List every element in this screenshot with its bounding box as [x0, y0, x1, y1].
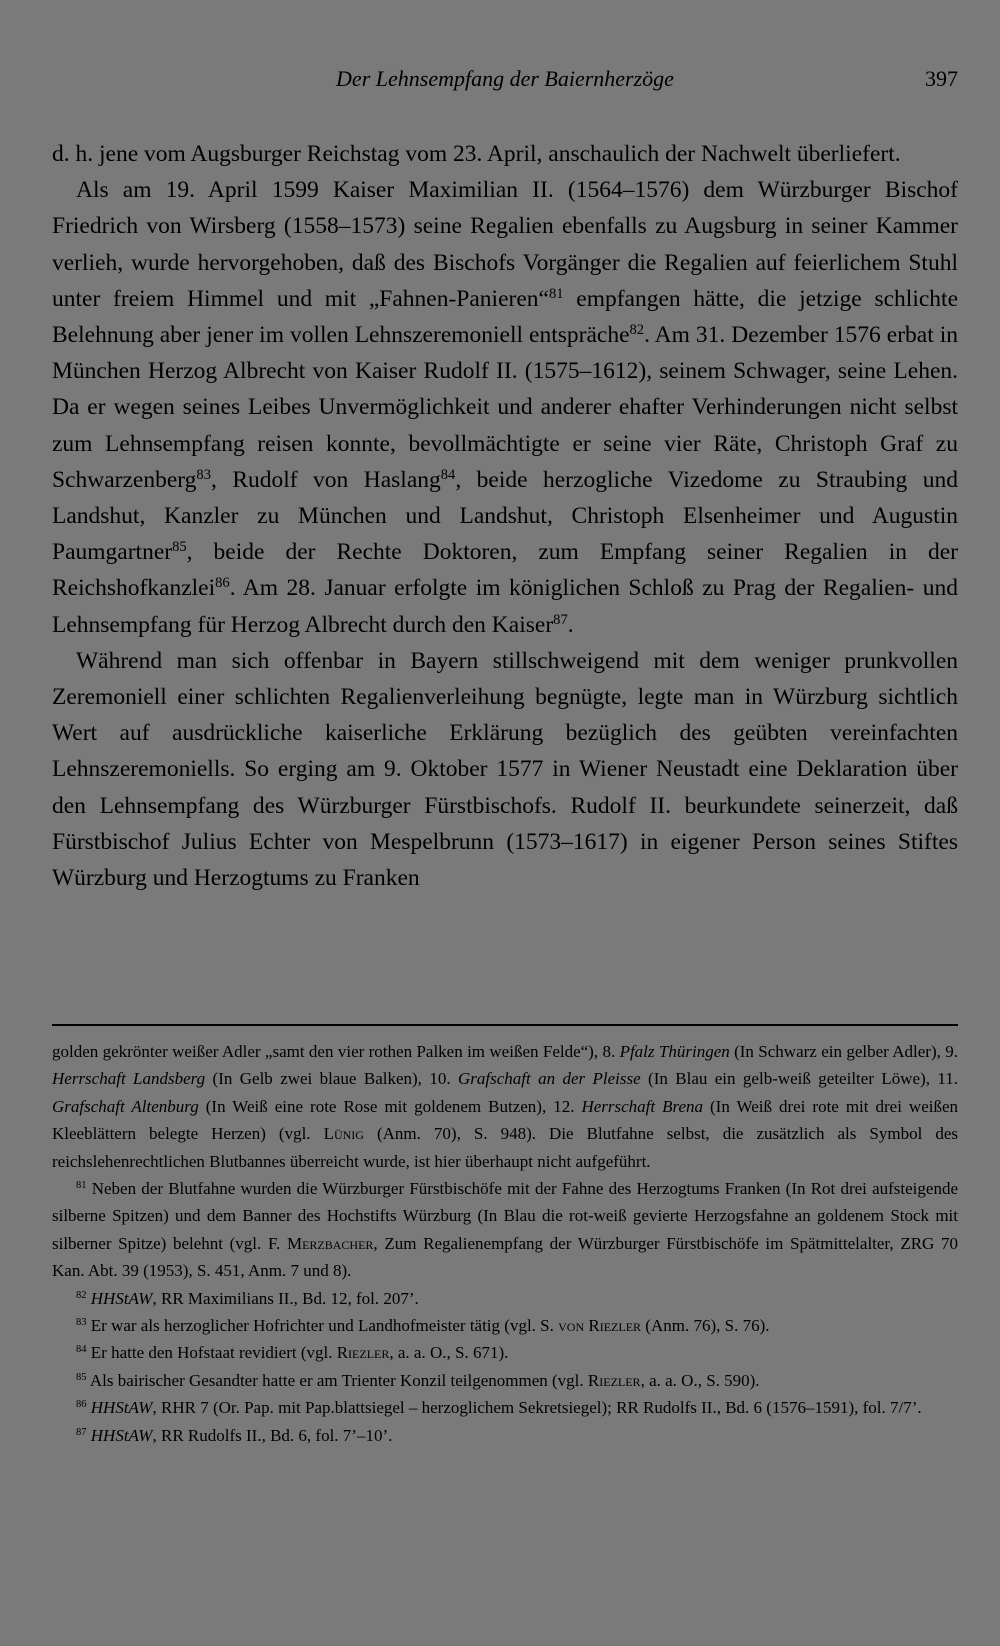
footnote-ref-83[interactable]: 83 [196, 466, 211, 483]
footnote-ref-87[interactable]: 87 [553, 611, 568, 628]
italic-segment: Herrschaft Landsberg [52, 1069, 206, 1089]
text-segment: . [567, 611, 574, 638]
text-segment: (In Weiß drei rote mit drei weißen Kleeblättern belegte Herzen) (vgl. [52, 1096, 959, 1144]
text-segment: , Rudolf von Haslang [210, 466, 441, 493]
main-text [52, 136, 958, 896]
footnote-87 [52, 1422, 958, 1449]
text-segment: Als bairischer Gesandter hatte er am Trienter Konzil teilgenommen (vgl. [86, 1370, 588, 1390]
text-segment: , beide der Rechte Doktoren, zum Empfang seiner Regalien in der Reichshofkanzlei [52, 539, 958, 602]
italic-segment: Grafschaft Altenburg [52, 1096, 199, 1116]
text-segment: (In Schwarz ein gelber Adler), 9. [729, 1042, 958, 1061]
text-segment: Er war als herzoglicher Hofrichter und Landhofmeister tätig (vgl. S. [86, 1316, 559, 1336]
footnote-number: 84 [76, 1344, 87, 1356]
running-title: Der Lehnsempfang der Baiernherzöge [336, 66, 674, 91]
footnote-ref-82[interactable]: 82 [629, 322, 645, 339]
text-segment: , RR Maximilians II., Bd. 12, fol. 207’. [152, 1288, 419, 1308]
text-segment: Als am 19. April 1599 Kaiser Maximilian II. (1564–1576) dem Würzburger Bischof Friedrich von Wirsberg (1558–1573) seine Regalien ebenfalls zu Augsburg in seiner Kammer verlieh, wurde hervorgehoben, daß des Bischofs Vorgänger die Regalien auf feierlichem Stuhl unter freiem Himmel und mit „Fahnen-Panieren“ [52, 177, 958, 312]
footnote-number: 87 [76, 1426, 87, 1438]
text-segment: , beide herzogliche Vizedome zu Straubing und Landshut, Kanzler zu München und Landshut, Christoph Elsenheimer und Augustin Paumgartner [52, 466, 958, 566]
text-segment: . Am 31. Dezember 1576 erbat in München Herzog Albrecht von Kaiser Rudolf II. (1575–1612), seinem Schwager, seine Lehen. Da er wegen seines Leibes Unvermöglichkeit und anderer ehafter Verhinderungen nicht selbst zum Lehnsempfang reisen konnte, bevollmächtigte er seine vier Räte, Christoph Graf zu Schwarzenberg [52, 322, 958, 493]
author-name: Merzbacher [286, 1233, 374, 1253]
footnote-84 [52, 1339, 958, 1366]
text-segment: Neben der Blutfahne wurden die Würzburger Fürstbischöfe mit der Fahne des Herzogtums Franken (In Rot drei aufsteigende silberne Spitzen) und dem Banner des Hochstifts Würzburg (In Blau die rot-weiß gevierte Herzogsfahne an goldenem Stock mit silberner Spitze) belehnt (vgl. F. [52, 1179, 958, 1253]
italic-segment: Pfalz Thüringen [619, 1042, 730, 1061]
page-header [52, 64, 958, 94]
footnote-82 [52, 1285, 958, 1312]
text-segment: , RR Rudolfs II., Bd. 6, fol. 7’–10’. [152, 1425, 393, 1445]
text-segment: , a. a. O., S. 671). [389, 1343, 509, 1363]
archive-abbreviation: HHStAW [90, 1425, 153, 1445]
text-segment: , Zum Regalienempfang der Würzburger Fürstbischöfe im Spätmittelalter, ZRG 70 Kan. Abt. 39 (1953), S. 451, Anm. 7 und 8). [52, 1233, 958, 1281]
footnote-ref-81[interactable]: 81 [548, 285, 564, 302]
footnote-number: 82 [76, 1289, 87, 1301]
footnote-separator [52, 1024, 958, 1026]
paragraph-2 [52, 172, 958, 643]
author-name: von Riezler [558, 1316, 642, 1336]
footnote-ref-86[interactable]: 86 [215, 575, 230, 592]
footnote-ref-84[interactable]: 84 [440, 466, 456, 483]
footnote-83 [52, 1312, 958, 1339]
text-segment: golden gekrönter weißer Adler „samt den vier rothen Palken im weißen Felde“), 8. [52, 1042, 620, 1061]
archive-abbreviation: HHStAW [90, 1398, 153, 1418]
text-segment: , a. a. O., S. 590). [640, 1370, 760, 1390]
text-segment: (In Gelb zwei blaue Balken), 10. [205, 1069, 458, 1089]
author-name: Riezler [336, 1343, 390, 1363]
author-name: Riezler [587, 1370, 641, 1390]
text-segment: (In Blau ein gelb-weiß geteilter Löwe), 11. [640, 1069, 958, 1089]
archive-abbreviation: HHStAW [90, 1288, 153, 1308]
text-segment: (Anm. 70), S. 948). Die Blutfahne selbst, die zusätzlich als Symbol des reichslehenrechtlichen Blutbannes überreicht wurde, ist hier überhaupt nicht aufgeführt. [52, 1124, 958, 1171]
footnote-ref-85[interactable]: 85 [172, 539, 187, 556]
footnote-81 [52, 1175, 958, 1285]
footnote-number: 86 [76, 1399, 87, 1411]
footnote-number: 83 [76, 1317, 87, 1329]
footnote-continuation [52, 1038, 958, 1175]
text-segment: Er hatte den Hofstaat revidiert (vgl. [86, 1343, 337, 1363]
text-segment: (In Weiß eine rote Rose mit goldenem Butzen), 12. [198, 1096, 582, 1116]
text-segment: , RHR 7 (Or. Pap. mit Pap.blattsiegel – herzoglichem Sekretsiegel); RR Rudolfs II., Bd. 6 (1576–1591), fol. 7/7’. [152, 1398, 922, 1418]
paragraph-1: d. h. jene vom Augsburger Reichstag vom 23. April, anschaulich der Nachwelt überliefert. [52, 141, 901, 167]
text-segment: . Am 28. Januar erfolgte im königlichen Schloß zu Prag der Regalien- und Lehnsempfang für Herzog Albrecht durch den Kaiser [52, 575, 958, 638]
footnote-number: 85 [76, 1372, 87, 1384]
author-name: Lünig [323, 1124, 364, 1144]
italic-segment: Herrschaft Brena [581, 1096, 704, 1116]
italic-segment: Grafschaft an der Pleisse [457, 1069, 641, 1089]
text-segment: empfangen hätte, die jetzige schlichte Belehnung aber jener im vollen Lehnszeremoniell entspräche [52, 285, 958, 349]
page-number: 397 [925, 66, 958, 91]
paragraph-3: Während man sich offenbar in Bayern stillschweigend mit dem weniger prunkvollen Zeremoniell einer schlichten Regalienverleihung begnügte, legte man in Würzburg sichtlich Wert auf ausdrückliche kaiserliche Erklärung bezüglich des geübten vereinfachten Lehnszeremoniells. So erging am 9. Oktober 1577 in Wiener Neustadt eine Deklaration über den Lehnsempfang des Würzburger Fürstbischofs. Rudolf II. beurkundete seinerzeit, daß Fürstbischof Julius Echter von Mespelbrunn (1573–1617) in eigener Person seines Stiftes Würzburg und Herzogtums zu Franken [52, 647, 958, 892]
text-segment: (Anm. 76), S. 76). [641, 1316, 770, 1336]
footnote-number: 81 [76, 1180, 87, 1192]
footnote-86 [52, 1394, 958, 1421]
footnote-85 [52, 1367, 958, 1394]
footnotes [52, 1038, 958, 1449]
